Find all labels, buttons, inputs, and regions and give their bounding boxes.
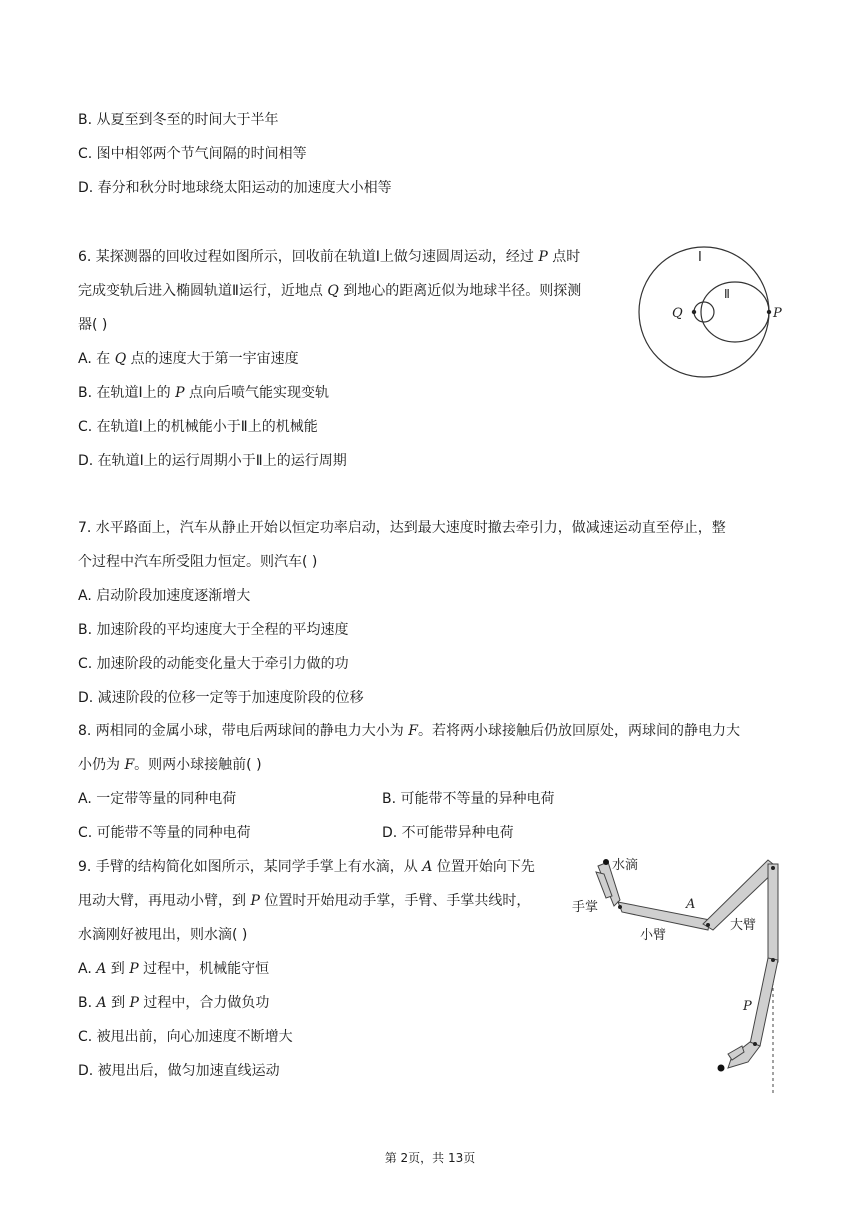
point-q-label: Q [672,306,683,321]
q5-option-b: B. 从夏至到冬至的时间大于半年 [78,112,279,128]
q9-stem-line2: 甩动大臂，再甩动小臂，到 P 位置时开始甩动手掌，手臂、手掌共线时， [78,893,531,909]
q9-option-a: A. A 到 P 过程中，机械能守恒 [78,961,270,977]
forearm-upper-shape [618,902,710,930]
q8-stem-line2: 小仍为 F。则两小球接触前( ) [78,757,262,773]
q6-option-b: B. 在轨道Ⅰ上的 P 点向后喷气能实现变轨 [78,385,329,401]
q9-stem-line3: 水滴刚好被甩出，则水滴( ) [78,927,248,943]
point-p-label: P [773,306,782,321]
earth-circle [694,302,714,322]
wrist-joint-lower [753,1042,757,1046]
q8-option-c: C. 可能带不等量的同种电荷 [78,825,251,841]
palm-label: 手掌 [572,900,599,915]
point-p-label: P [743,999,752,1014]
q8-option-a: A. 一定带等量的同种电荷 [78,791,237,807]
q5-option-c: C. 图中相邻两个节气间隔的时间相等 [78,146,307,162]
water-drop-upper [603,859,609,865]
q8-stem-line1: 8. 两相同的金属小球，带电后两球间的静电力大小为 F。若将两小球接触后仍放回原处，两球间的静电力大 [78,723,740,739]
point-p-dot [767,310,771,314]
upperarm-label: 大臂 [730,918,757,933]
forearm-label: 小臂 [640,928,667,943]
q5-option-d: D. 春分和秋分时地球绕太阳运动的加速度大小相等 [78,180,392,196]
point-a-label: A [686,897,696,912]
q6-option-a: A. 在 Q 点的速度大于第一宇宙速度 [78,351,299,367]
point-q-dot [692,310,696,314]
q6-option-d: D. 在轨道Ⅰ上的运行周期小于Ⅱ上的运行周期 [78,453,347,469]
arm-diagram [560,848,800,1098]
forearm-lower-shape [750,958,778,1046]
q7-option-d: D. 减速阶段的位移一定等于加速度阶段的位移 [78,690,364,706]
q7-stem-line1: 7. 水平路面上，汽车从静止开始以恒定功率启动，达到最大速度时撤去牵引力，做减速运动直至停止，整 [78,520,726,536]
q7-option-c: C. 加速阶段的动能变化量大于牵引力做的功 [78,656,349,672]
orbit-two-label: Ⅱ [724,287,730,301]
orbit-one-label: Ⅰ [698,250,702,265]
q8-option-d: D. 不可能带异种电荷 [382,825,514,841]
q9-option-d: D. 被甩出后，做匀加速直线运动 [78,1063,280,1079]
q8-option-b: B. 可能带不等量的异种电荷 [382,791,555,807]
q9-option-b: B. A 到 P 过程中，合力做负功 [78,995,270,1011]
q6-option-c: C. 在轨道Ⅰ上的机械能小于Ⅱ上的机械能 [78,419,318,435]
orbit-one-circle [639,247,769,377]
q7-stem-line2: 个过程中汽车所受阻力恒定。则汽车( ) [78,554,318,570]
page-footer: 第 2页，共 13页 [384,1151,476,1165]
q6-stem-line3: 器( ) [78,317,108,333]
q7-option-b: B. 加速阶段的平均速度大于全程的平均速度 [78,622,349,638]
elbow-joint-vertical [771,958,775,962]
q7-option-a: A. 启动阶段加速度逐渐增大 [78,588,251,604]
orbit-two-ellipse [701,282,769,342]
shoulder-joint [771,866,775,870]
orbit-diagram [638,238,788,388]
wrist-joint-upper [618,905,622,909]
water-drop-label: 水滴 [612,858,639,873]
q9-stem-line1: 9. 手臂的结构简化如图所示，某同学手掌上有水滴，从 A 位置开始向下先 [78,859,535,875]
water-drop-lower [718,1065,725,1072]
upperarm-vertical-shape [768,864,778,962]
elbow-joint [706,923,710,927]
q6-stem-line1: 6. 某探测器的回收过程如图所示，回收前在轨道Ⅰ上做匀速圆周运动，经过 P 点时 [78,249,581,265]
q9-option-c: C. 被甩出前，向心加速度不断增大 [78,1029,293,1045]
q6-stem-line2: 完成变轨后进入椭圆轨道Ⅱ运行，近地点 Q 到地心的距离近似为地球半径。则探测 [78,283,582,299]
